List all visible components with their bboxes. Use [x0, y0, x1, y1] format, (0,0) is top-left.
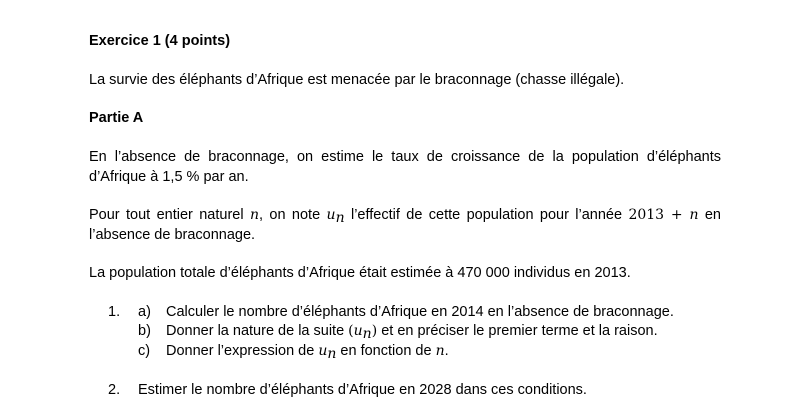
text-fragment: Donner la nature de la suite — [166, 323, 349, 339]
sequence-definition-paragraph — [89, 205, 721, 245]
text-fragment: et en préciser le premier terme et la raison. — [377, 323, 658, 339]
question-text: Estimer le nombre d’éléphants d’Afrique en 2028 dans ces conditions. — [138, 382, 587, 398]
math-n: n — [435, 343, 445, 359]
math-subscript-n: n — [362, 326, 372, 342]
math-subscript-n: n — [327, 346, 337, 362]
math-n: n — [689, 207, 699, 223]
math-plus: + — [664, 207, 690, 223]
intro-paragraph: La survie des éléphants d’Afrique est menacée par le braconnage (chasse illégale). — [89, 72, 625, 88]
text-fragment: l’effectif de cette population pour l’année — [344, 207, 629, 223]
math-u: u — [353, 323, 363, 339]
math-subscript-n: n — [335, 210, 345, 226]
text-fragment: en l’absence de braconnage. — [89, 207, 721, 243]
initial-population-paragraph: La population totale d’éléphants d’Afrique était estimée à 470 000 individus en 2013. — [89, 265, 631, 281]
math-paren-close: ) — [371, 323, 378, 339]
question-text — [166, 341, 449, 361]
question-letter: b) — [138, 323, 151, 339]
growth-rate-paragraph: En l’absence de braconnage, on estime le taux de croissance de la population d’éléphants d’Afrique à 1,5 % par an. — [89, 149, 721, 185]
part-a-heading: Partie A — [89, 110, 144, 126]
math-paren-open: ( — [348, 323, 354, 339]
question-text: Calculer le nombre d’éléphants d’Afrique en 2014 en l’absence de braconnage. — [166, 304, 674, 320]
text-fragment: Pour tout entier naturel — [89, 207, 250, 223]
question-number: 1. — [108, 304, 121, 320]
text-fragment: , on note — [259, 207, 327, 223]
exercise-title: Exercice 1 (4 points) — [89, 33, 231, 49]
math-year: 2013 — [628, 207, 665, 223]
text-fragment: Donner l’expression de — [166, 343, 319, 359]
question-letter: c) — [138, 343, 151, 359]
question-text — [166, 321, 658, 341]
math-u: u — [326, 207, 336, 223]
text-fragment: . — [444, 343, 449, 359]
question-number: 2. — [108, 382, 121, 398]
math-n: n — [249, 207, 259, 223]
question-letter: a) — [138, 304, 151, 320]
text-fragment: en fonction de — [336, 343, 436, 359]
math-u: u — [318, 343, 328, 359]
